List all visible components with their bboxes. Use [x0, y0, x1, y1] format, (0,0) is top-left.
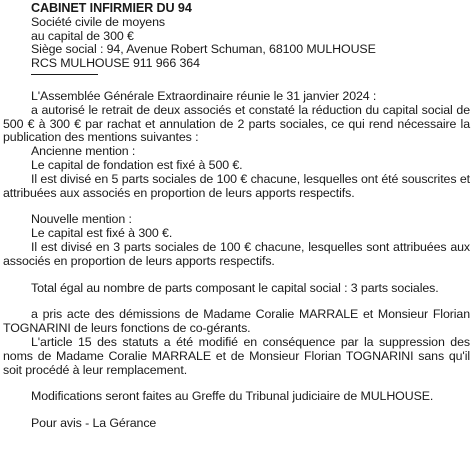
article-paragraph: L'article 15 des statuts a été modifié en conséquence par la suppression des noms de Madame Coralie MARRALE et de Monsieur Florian TOGNARINI sans qu'il soit procédé à leur remplacement.: [3, 334, 470, 377]
company-title: CABINET INFIRMIER DU 94: [31, 1, 192, 15]
company-type: Société civile de moyens: [31, 14, 165, 29]
new-parts-paragraph: Il est divisé en 3 parts sociales de 100 € chacune, lesquelles sont attribuées aux associés en proportion de leurs apports respectifs.: [3, 239, 470, 268]
old-mention-heading: Ancienne mention :: [31, 144, 136, 159]
new-mention-heading: Nouvelle mention :: [31, 212, 132, 227]
meeting-intro: L'Assemblée Générale Extraordinaire réunie le 31 janvier 2024 :: [31, 88, 377, 103]
signature-text: Pour avis - La Gérance: [31, 416, 157, 431]
filing-text: Modifications seront faites au Greffe du Tribunal judiciaire de MULHOUSE.: [31, 389, 434, 404]
company-rcs: RCS MULHOUSE 911 966 364: [31, 56, 200, 71]
company-address: Siège social : 94, Avenue Robert Schuman, 68100 MULHOUSE: [31, 42, 376, 57]
capital-reduction-paragraph: a autorisé le retrait de deux associés et constaté la réduction du capital social de 500 € à 300 € par rachat et annulation de 2 parts sociales, ce qui rend nécessaire la publication des mentions suivantes :: [3, 102, 470, 145]
old-capital-text: Le capital de fondation est fixé à 500 €.: [31, 157, 243, 172]
resignation-paragraph: a pris acte des démissions de Madame Coralie MARRALE et Monsieur Florian TOGNARINI de leurs fonctions de co-gérants.: [3, 307, 470, 336]
old-parts-paragraph: Il est divisé en 5 parts sociales de 100 € chacune, lesquelles ont été souscrites et attribuées aux associés en proportion de leurs apports respectifs.: [3, 171, 470, 200]
spacer: [3, 269, 470, 282]
total-parts-text: Total égal au nombre de parts composant le capital social : 3 parts sociales.: [31, 280, 439, 295]
new-capital-text: Le capital est fixé à 300 €.: [31, 226, 173, 241]
company-capital: au capital de 300 €: [31, 28, 134, 43]
header-divider: [31, 74, 98, 75]
legal-notice: [3, 2, 470, 431]
